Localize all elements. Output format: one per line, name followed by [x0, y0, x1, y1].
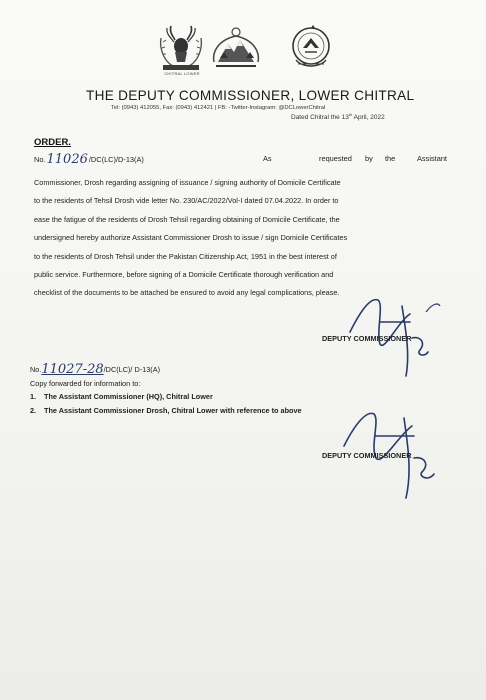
order-number — [34, 152, 144, 167]
copy-intro: Copy forwarded for information to: — [30, 379, 141, 388]
kpk-crest-icon — [286, 22, 336, 74]
order-body-line: ease the fatigue of the residents of Drosh Tehsil regarding obtaining of Domicile Certificate, the — [34, 214, 340, 224]
emblem-row — [0, 22, 486, 82]
order-body-line: checklist of the documents to be attached be ensured to avoid any legal complications, please. — [34, 288, 340, 298]
recipient-number: 1. — [30, 392, 37, 401]
contact-details: Tel: (0943) 412055, Fax: (0943) 412421 | FB: -Twitter-Instagram: @DCLowerChitral — [111, 105, 326, 111]
order-no-code: /DC(LC)/D-13(A) — [88, 155, 144, 164]
signatory-designation: DEPUTY COMMISSIONER — [322, 334, 412, 343]
order-body-line: to the residents of Drosh Tehsil under the Pakistan Citizenship Act, 1951 in the best interest of — [34, 251, 337, 261]
order-body-line: Commissioner, Drosh regarding assigning of issuance / signing authority of Domicile Certificate — [34, 178, 341, 187]
recipient-text: The Assistant Commissioner (HQ), Chitral Lower — [44, 392, 213, 401]
office-title: THE DEPUTY COMMISSIONER, LOWER CHITRAL — [86, 88, 415, 103]
markhor-emblem-icon — [157, 22, 205, 78]
date-ordinal: th — [348, 112, 353, 117]
copy-no-code: /DC(LC)/ D-13(A) — [103, 365, 161, 374]
recipient-number: 2. — [30, 406, 37, 415]
copy-reference-number — [30, 362, 430, 377]
requested-word: by — [365, 154, 373, 163]
requested-word: the — [385, 154, 396, 163]
order-no-handwritten: 11026 — [46, 152, 88, 167]
order-heading: ORDER. — [34, 137, 71, 148]
copy-no-label: No. — [30, 365, 42, 374]
emblem-caption: CHITRAL LOWER — [164, 71, 200, 76]
date-prefix: Dated Chitral the 13 — [291, 114, 349, 122]
order-no-label: No. — [34, 155, 46, 164]
order-body-line: public service. Furthermore, before signing of a Domicile Certificate thorough verification and — [34, 270, 334, 280]
signatory-designation: DEPUTY COMMISSIONER — [322, 451, 412, 460]
requested-word: As — [263, 154, 272, 163]
order-body-line: undersigned hereby authorize Assistant Commissioner Drosh to issue / sign Domicile Certificates — [34, 233, 348, 243]
requested-word: Assistant — [417, 154, 447, 163]
recipient-text: The Assistant Commissioner Drosh, Chitral Lower with reference to above — [44, 406, 302, 415]
order-body-line: to the residents of Tehsil Drosh vide letter No. 230/AC/2022/Vol-I dated 07.04.2022. In order to — [34, 196, 339, 206]
order-body — [34, 174, 464, 303]
copy-no-handwritten: 11027-28 — [41, 362, 104, 377]
date-suffix: April, 2022 — [352, 114, 385, 122]
order-date — [291, 112, 385, 121]
requested-word: requested — [319, 154, 352, 163]
mountain-landscape-emblem-icon — [208, 22, 264, 72]
